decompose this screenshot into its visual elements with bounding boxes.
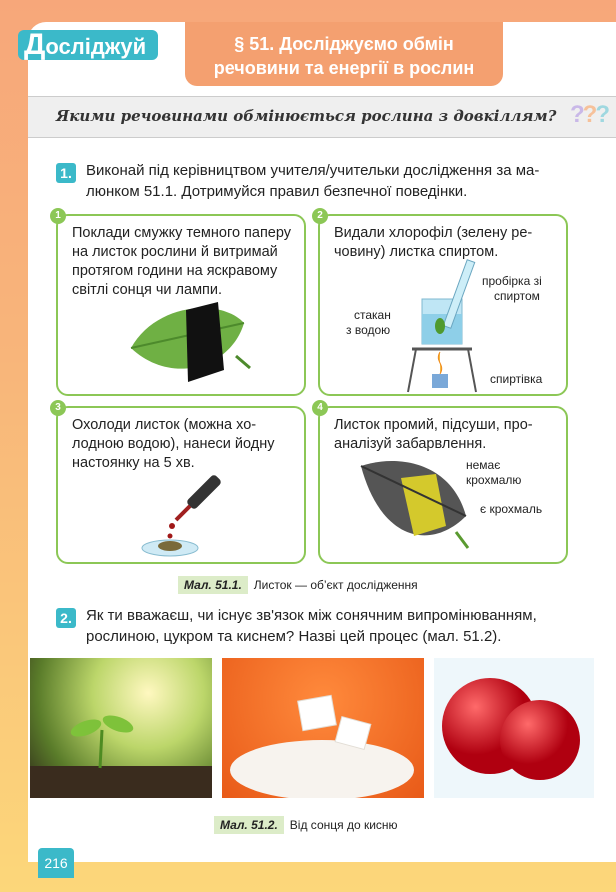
no-starch-label: немає крохмалю xyxy=(466,458,522,487)
step-text: Охолоди листок (можна хо- лодною водою), нанеси йодну настоянку на 5 хв. xyxy=(72,417,275,471)
stained-leaf-icon xyxy=(356,456,476,556)
question-bar xyxy=(28,96,616,138)
task-number: 1. xyxy=(56,163,76,183)
step-number: 1 xyxy=(50,208,66,224)
figure-caption-2: Мал. 51.2. Від сонця до кисню xyxy=(214,816,398,834)
step-text: Видали хлорофіл (зелену ре- човину) листка спиртом. xyxy=(334,225,533,260)
starch-label: є крохмаль xyxy=(480,502,543,516)
task-text: Виконай під керівництвом учителя/учительки дослідження за ма- люнком 51.1. Дотримуйся правил безпечної поведінки. xyxy=(86,162,540,200)
figure-caption-1: Мал. 51.1. Листок — об’єкт дослідження xyxy=(178,576,418,594)
page-number: 216 xyxy=(38,848,74,878)
leaf-with-paper-icon xyxy=(126,298,256,388)
oxygen-molecule-photo xyxy=(434,658,594,798)
step-number: 4 xyxy=(312,400,328,416)
step-card-3 xyxy=(55,402,306,564)
step-card-4 xyxy=(317,402,568,564)
step-number: 3 xyxy=(50,400,66,416)
step-card-2 xyxy=(317,210,568,396)
step-text: Листок промий, підсуши, про- аналізуй забарвлення. xyxy=(334,417,533,452)
step-number: 2 xyxy=(312,208,328,224)
sugar-photo xyxy=(222,658,424,798)
task-text: Як ти вважаєш, чи існує зв'язок між сонячним випромінюванням, рослиною, цукром та киснем? Назві цей процес (мал. 51.2). xyxy=(86,607,537,645)
section-badge: Досліджуй xyxy=(18,30,158,60)
sprout-photo xyxy=(30,658,212,798)
task-number: 2. xyxy=(56,608,76,628)
question-text: Якими речовинами обмінюється рослина з довкіллям? xyxy=(56,107,557,125)
beaker-burner-icon xyxy=(400,254,480,394)
lamp-label: спиртівка xyxy=(490,372,543,386)
step-text: Поклади смужку темного паперу на листок рослини й витримай протягом години на яскравому світлі сонця чи лампи. xyxy=(72,225,292,298)
page-title: § 51. Досліджуємо обмін речовини та енергії в рослин xyxy=(185,22,503,86)
tube-label: пробірка зі спиртом xyxy=(482,274,542,303)
glass-label: стакан з водою xyxy=(346,308,391,337)
step-card-1 xyxy=(55,210,306,396)
question-marks-icon: ??? xyxy=(569,101,608,128)
pipette-dish-icon xyxy=(138,462,258,562)
